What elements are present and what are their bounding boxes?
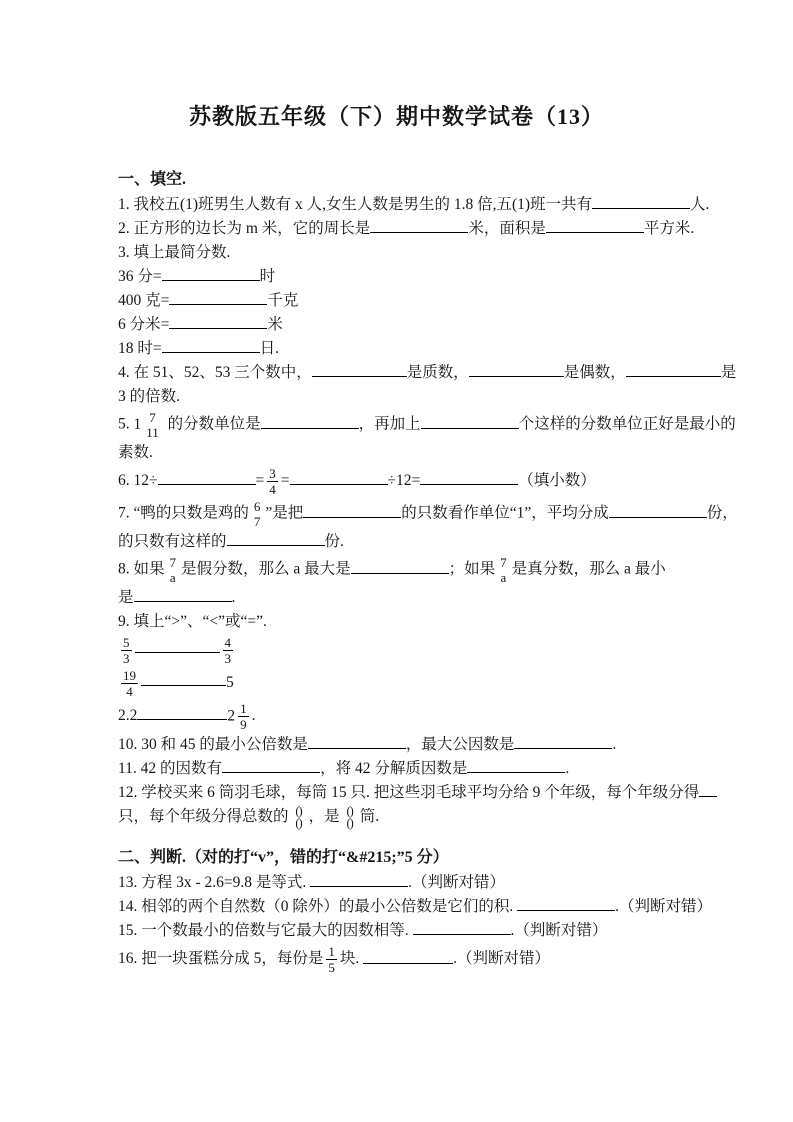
text-run: 7. “鸭的只数是鸡的 [118, 504, 249, 522]
fraction [144, 410, 161, 440]
section-2 [118, 845, 723, 976]
fill-blank [310, 871, 408, 887]
text-run: 日. [259, 340, 280, 357]
text-run: 是偶数， [563, 364, 626, 381]
fill-blank [134, 586, 232, 602]
text-run: . [251, 707, 256, 725]
fill-blank [699, 781, 717, 797]
fraction [238, 701, 249, 732]
text-line [118, 919, 723, 943]
text-line [118, 313, 723, 337]
fraction [121, 668, 138, 699]
paren-numerator: () [346, 804, 353, 819]
text-run: 18 时= [118, 340, 162, 357]
fill-blank [222, 757, 320, 773]
fraction-denominator: 11 [146, 425, 159, 440]
text-run: 6. 12÷ [118, 472, 158, 490]
text-run: 份， [706, 504, 738, 522]
fill-blank [363, 948, 453, 964]
text-run: 11. 42 的因数有 [118, 760, 223, 777]
text-run: 6 分米= [118, 316, 170, 333]
text-run: = [255, 472, 265, 490]
mixed-number [134, 409, 164, 441]
fill-blank [290, 469, 388, 485]
text-run: 筒. [355, 808, 380, 825]
paren-denominator: () [346, 816, 353, 831]
fraction-denominator: 3 [224, 651, 231, 666]
text-run: ；如果 [448, 560, 496, 578]
text-line [118, 265, 723, 289]
text-run: 是假分数，那么 a 最大是 [181, 560, 351, 578]
fraction-denominator: a [500, 570, 507, 585]
text-run: 是真分数，那么 a 最小 [511, 560, 666, 578]
text-line [118, 530, 723, 554]
text-run: 3. 填上最简分数. [118, 244, 231, 261]
mixed-number [227, 700, 251, 733]
fill-blank [308, 733, 406, 749]
text-run: 400 克= [118, 292, 170, 309]
text-line [118, 805, 723, 829]
text-line [118, 289, 723, 313]
fill-blank [162, 337, 260, 353]
fill-blank [227, 530, 325, 546]
text-run: 块. [339, 950, 364, 968]
text-line [118, 385, 723, 409]
text-run: 只，每个年级分得总数的 [118, 808, 293, 825]
fill-blank [261, 413, 359, 429]
fraction-denominator: 4 [269, 482, 276, 497]
text-run: 14. 相邻的两个自然数（0 除外）的最小公倍数是它们的积. [118, 898, 518, 916]
section-1 [118, 167, 738, 831]
fill-blank [467, 757, 565, 773]
text-run: 36 分= [118, 268, 162, 285]
mixed-whole: 1 [133, 416, 142, 433]
text-run: .（判断对错） [408, 874, 506, 892]
fill-blank [517, 895, 615, 911]
fraction-numerator: 5 [123, 635, 130, 650]
fill-blank [469, 361, 564, 377]
section-heading: 二、判断.（对的打“v”，错的打“&#215;”5 分） [118, 849, 449, 867]
text-run: 1. 我校五(1)班男生人数有 x 人,女生人数是男生的 1.8 倍,五(1)班一共有 [118, 196, 593, 213]
fill-blank [413, 919, 511, 935]
text-run: 米，面积是 [468, 220, 546, 237]
text-run: 的只数看作单位“1”，平均分成 [401, 504, 609, 522]
text-run: ，最大公因数是 [405, 736, 515, 753]
text-run: 2.2 [118, 707, 138, 725]
text-run: 个这样的分数单位正好是最小的 [518, 415, 736, 433]
section-heading: 一、填空. [118, 171, 187, 188]
text-run: ”是把 [265, 504, 304, 522]
text-line [118, 409, 736, 441]
fill-blank [169, 313, 267, 329]
text-run: .（判断对错） [510, 922, 608, 940]
fraction-numerator: 7 [149, 410, 156, 425]
text-run: .（判断对错） [453, 950, 551, 968]
fraction [121, 635, 132, 666]
fill-blank [592, 193, 690, 209]
text-line [118, 895, 723, 919]
fraction-numerator: 3 [269, 466, 276, 481]
fill-blank [514, 733, 612, 749]
text-line [118, 667, 723, 700]
text-line [118, 781, 723, 805]
text-line [118, 634, 723, 667]
text-run: 5. [118, 415, 134, 433]
text-run: 是 [118, 589, 134, 606]
fraction-numerator: 1 [328, 944, 335, 960]
text-line [118, 498, 738, 530]
paren-fraction [346, 805, 352, 829]
text-line [118, 757, 723, 781]
text-line [118, 733, 723, 757]
text-run: 12. 学校买来 6 筒羽毛球，每筒 15 只. 把这些羽毛球平均分给 9 个年级，每个年级分得 [118, 784, 700, 801]
text-run: 10. 30 和 45 的最小公倍数是 [118, 736, 308, 753]
text-line [118, 610, 723, 634]
text-line [118, 700, 723, 733]
fraction-denominator: 7 [253, 514, 261, 529]
text-run: . [565, 760, 570, 777]
text-run: 2. 正方形的边长为 m 米，它的周长是 [118, 220, 371, 237]
text-line [118, 337, 723, 361]
fraction-numerator: 4 [224, 635, 231, 650]
fraction-numerator: 6 [253, 499, 261, 514]
text-run: 是 [720, 364, 737, 381]
fill-blank [141, 681, 226, 686]
text-run: 8. 如果 [118, 560, 165, 578]
text-line [118, 586, 723, 610]
text-run: ，是 [304, 808, 344, 825]
fraction-denominator: 3 [123, 651, 130, 666]
text-run: 千克 [267, 292, 299, 309]
fraction [326, 944, 337, 975]
text-line [118, 241, 723, 265]
fill-blank [162, 265, 260, 281]
fill-blank [626, 361, 721, 377]
text-line [118, 441, 723, 465]
text-line [118, 193, 723, 217]
text-run: 平方米. [643, 220, 695, 237]
text-run: 的分数单位是 [163, 415, 261, 433]
text-run: ，将 42 分解质因数是 [320, 760, 468, 777]
fill-blank [312, 361, 407, 377]
paren-fraction [295, 805, 301, 829]
text-run: 人. [690, 196, 710, 213]
fraction-numerator: 7 [500, 555, 507, 570]
text-run: 时 [259, 268, 276, 285]
fill-blank [421, 413, 519, 429]
text-run: 素数. [118, 444, 153, 461]
text-run: .（判断对错） [615, 898, 713, 916]
fraction [168, 555, 179, 585]
text-run: 15. 一个数最小的倍数与它最大的因数相等. [118, 922, 413, 940]
text-run: 9. 填上“>”、“<”或“=”. [118, 613, 267, 630]
text-run: 米 [267, 316, 283, 333]
paren-denominator: () [295, 816, 302, 831]
fraction-numerator: 1 [240, 701, 247, 716]
text-run: （填小数） [518, 472, 596, 490]
text-line [118, 465, 723, 498]
text-run: = [280, 472, 290, 490]
text-run: . [231, 589, 236, 606]
fill-blank [420, 469, 518, 485]
fill-blank [135, 648, 220, 653]
fraction-denominator: 5 [328, 960, 335, 976]
text-run: . [612, 736, 617, 753]
text-run: 3 的倍数. [118, 388, 181, 405]
text-line [118, 871, 723, 895]
text-run: ÷12= [387, 472, 421, 490]
fraction [223, 635, 234, 666]
paren-numerator: () [295, 804, 302, 819]
text-line [118, 361, 737, 385]
page-title: 苏教版五年级（下）期中数学试卷（13） [188, 104, 604, 129]
fill-blank [609, 502, 707, 518]
fill-blank [370, 217, 468, 233]
fill-blank [546, 217, 644, 233]
fraction [252, 499, 263, 529]
text-run: ，再加上 [358, 415, 421, 433]
text-run: 4. 在 51、52、53 三个数中， [118, 364, 312, 381]
text-run: 13. 方程 3x - 2.6=9.8 是等式. [118, 874, 311, 892]
fill-blank [303, 502, 401, 518]
text-run: 是质数， [406, 364, 469, 381]
text-line [118, 943, 723, 976]
text-run: 5 [226, 674, 234, 692]
fill-blank [169, 289, 267, 305]
fraction [267, 466, 278, 497]
fraction [498, 555, 509, 585]
text-line [118, 217, 723, 241]
text-line [118, 554, 723, 586]
fraction-denominator: 4 [126, 684, 133, 699]
fill-blank [137, 704, 227, 720]
text-run: 的只数有这样的 [118, 533, 227, 550]
text-run: 16. 把一块蛋糕分成 5，每份是 [118, 950, 324, 968]
fraction-numerator: 19 [123, 668, 136, 683]
fill-blank [351, 558, 449, 574]
text-run: 份. [324, 533, 344, 550]
mixed-whole: 2 [227, 707, 236, 725]
sections-container [118, 167, 738, 976]
fill-blank [158, 469, 256, 485]
fraction-numerator: 7 [169, 555, 177, 570]
fraction-denominator: 9 [240, 717, 247, 732]
fraction-denominator: a [169, 570, 176, 585]
